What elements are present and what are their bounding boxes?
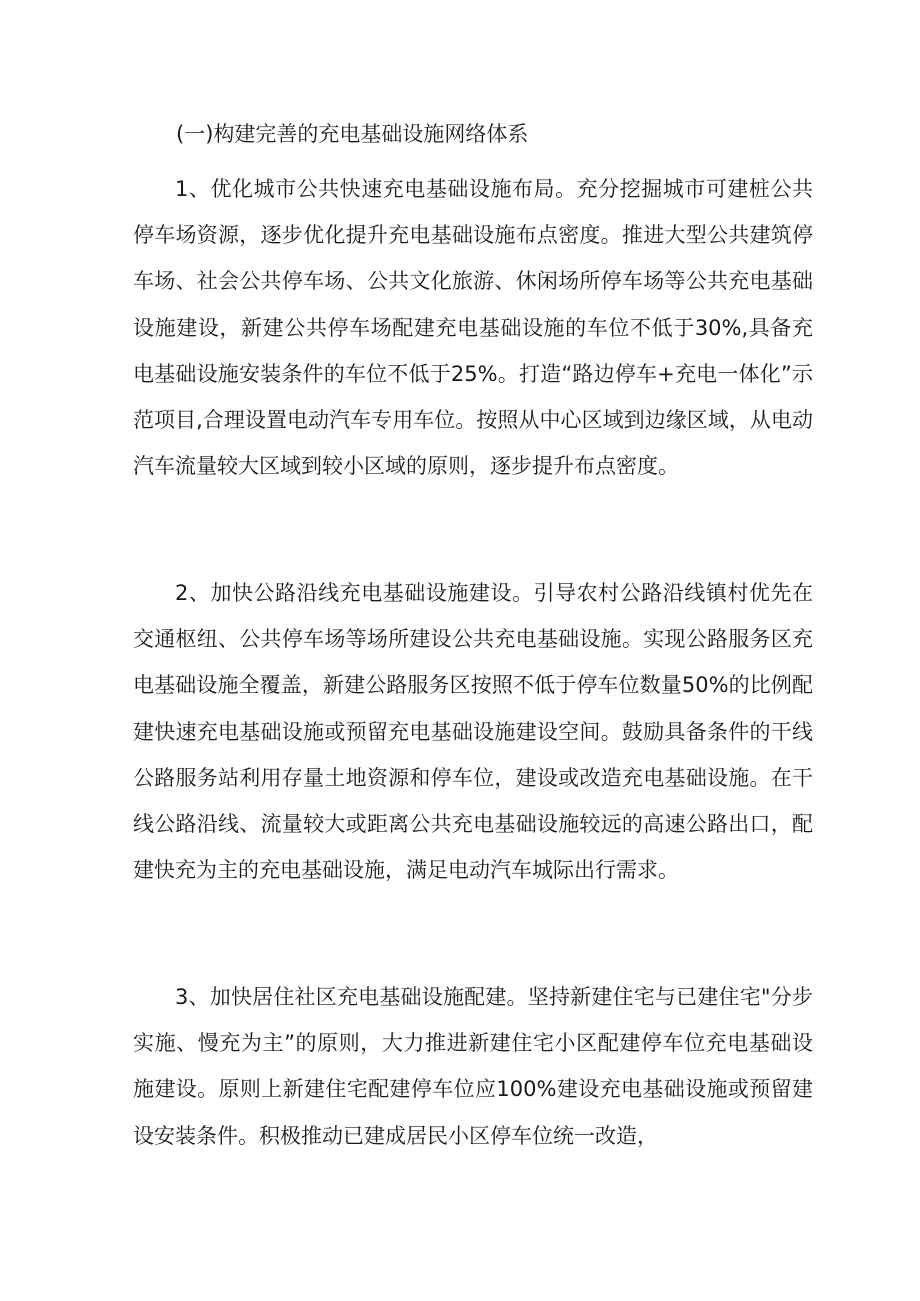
section-heading: (一)构建完善的充电基础设施网络体系: [176, 122, 529, 146]
paragraph-2: 2、加快公路沿线充电基础设施建设。引导农村公路沿线镇村优先在交通枢纽、公共停车场等场所建设公共充电基础设施。实现公路服务区充电基础设施全覆盖，新建公路服务区按照不低于停车位数量50%的比例配建快速充电基础设施或预留充电基础设施建设空间。鼓励具备条件的干线公路服务站利用存量土地资源和停车位，建设或改造充电基础设施。在干线公路沿线、流量较大或距离公共充电基础设施较远的高速公路出口，配建快充为主的充电基础设施，满足电动汽车城际出行需求。: [133, 581, 813, 883]
paragraph-3: 3、加快居住社区充电基础设施配建。坚持新建住宅与已建住宅"分步实施、慢充为主”的原则，大力推进新建住宅小区配建停车位充电基础设施建设。原则上新建住宅配建停车位应100%建设充电基础设施或预留建设安装条件。积极推动已建成居民小区停车位统一改造，: [133, 985, 813, 1148]
paragraph-1: 1、优化城市公共快速充电基础设施布局。充分挖掘城市可建桩公共停车场资源，逐步优化提升充电基础设施布点密度。推进大型公共建筑停车场、社会公共停车场、公共文化旅游、休闲场所停车场等公共充电基础设施建设，新建公共停车场配建充电基础设施的车位不低于30%,具备充电基础设施安装条件的车位不低于25%。打造“路边停车+充电一体化”示范项目,合理设置电动汽车专用车位。按照从中心区域到边缘区域，从电动汽车流量较大区域到较小区域的原则，逐步提升布点密度。: [133, 177, 813, 479]
